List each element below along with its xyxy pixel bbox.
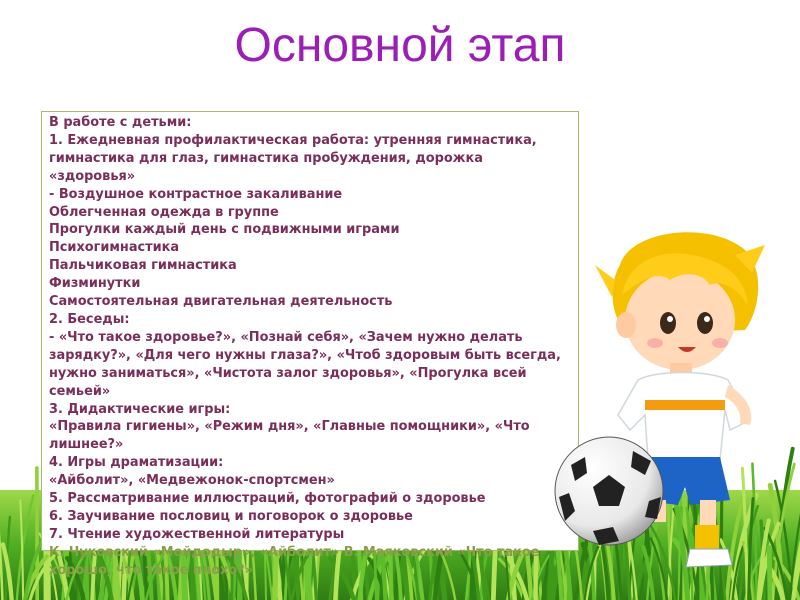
content-line: Психогимнастика — [49, 240, 180, 256]
content-line: 2. Беседы: — [49, 311, 130, 327]
content-line: Пальчиковая гимнастика — [49, 258, 237, 274]
content-line: Самостоятельная двигательная деятельность — [49, 294, 393, 310]
content-line: семьей» — [49, 383, 111, 399]
content-line: зарядку?», «Для чего нужны глаза?», «Чтоб здоровым быть всегда, — [49, 347, 561, 363]
content-line: 4. Игры драматизации: — [49, 455, 224, 471]
content-line: 6. Заучивание пословиц и поговорок о здоровье — [49, 508, 413, 524]
page-title: Основной этап — [234, 19, 566, 72]
content-line: хорошо, что такое плохо?» — [49, 562, 254, 578]
content-line: «здоровья» — [49, 168, 136, 184]
content-line: К. Чуковский «Мойдодыр», «Айболит» В. Маяковский «Что такое — [49, 544, 540, 560]
content-line: 3. Дидактические игры: — [49, 401, 231, 417]
soccer-ball-icon — [553, 435, 665, 547]
content-line: гимнастика для глаз, гимнастика пробуждения, дорожка — [49, 150, 483, 166]
content-line: 7. Чтение художественной литературы — [49, 526, 345, 542]
content-line: «Правила гигиены», «Режим дня», «Главные помощники», «Что — [49, 419, 530, 435]
content-line: - «Что такое здоровье?», «Познай себя», «Зачем нужно делать — [49, 329, 523, 345]
content-line: лишнее?» — [49, 437, 124, 453]
content-line: Облегченная одежда в группе — [49, 204, 279, 220]
content-line: Физминутки — [49, 276, 141, 292]
content-line: Прогулки каждый день с подвижными играми — [49, 222, 400, 238]
content-text — [49, 114, 579, 580]
content-line: «Айболит», «Медвежонок-спортсмен» — [49, 473, 335, 489]
content-line: - Воздушное контрастное закаливание — [49, 186, 343, 202]
content-line: В работе с детьми: — [49, 115, 192, 130]
content-line: 5. Рассматривание иллюстраций, фотографий о здоровье — [49, 491, 486, 507]
content-line: нужно заниматься», «Чистота залог здоровья», «Прогулка всей — [49, 365, 527, 381]
content-line: 1. Ежедневная профилактическая работа: утренняя гимнастика, — [49, 132, 537, 148]
